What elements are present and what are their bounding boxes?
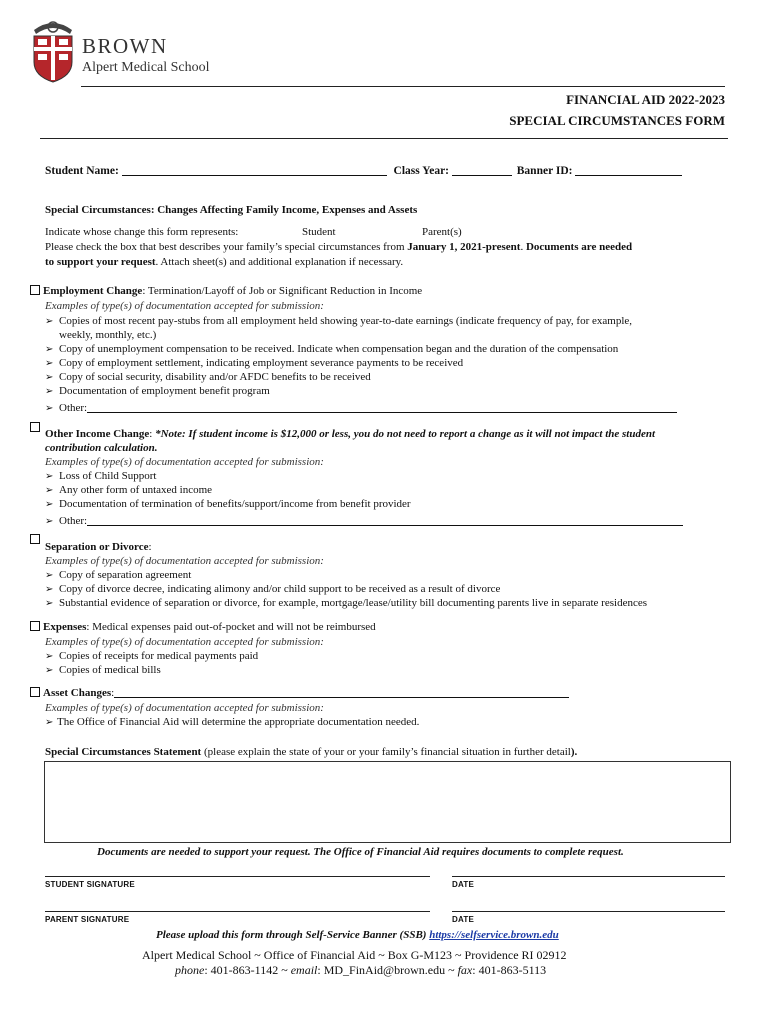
list-item-text: Copy of unemployment compensation to be received. Indicate when compensation began and the duration of the compensation bbox=[59, 343, 619, 355]
email-label: email bbox=[290, 963, 318, 977]
student-name-field[interactable] bbox=[122, 165, 387, 176]
list-item bbox=[45, 370, 371, 385]
student-info-row bbox=[45, 164, 682, 178]
parent-date-line[interactable] bbox=[452, 911, 725, 912]
list-item bbox=[45, 582, 500, 597]
other-income-title: Other Income Change bbox=[45, 428, 150, 440]
list-item-text: The Office of Financial Aid will determine the appropriate documentation needed. bbox=[57, 716, 420, 728]
separation-heading bbox=[45, 540, 152, 554]
student-name-label: Student Name: bbox=[45, 165, 119, 177]
assets-colon: : bbox=[111, 687, 115, 699]
list-item-text: Copies of medical bills bbox=[59, 664, 161, 676]
statement-end: ). bbox=[570, 746, 578, 758]
list-item-text: Copy of divorce decree, indicating alimony and/or child support to be received as a result of divorce bbox=[59, 583, 501, 595]
email-value[interactable]: : MD_FinAid@brown.edu ~ bbox=[317, 963, 458, 977]
list-item bbox=[45, 314, 632, 329]
assets-checkbox[interactable] bbox=[30, 687, 40, 697]
statement-heading bbox=[45, 745, 577, 759]
list-item-text: Copy of employment settlement, indicating employment severance payments to be received bbox=[59, 357, 464, 369]
arrow-bullet-icon: ➢ bbox=[45, 403, 54, 414]
separation-title: Separation or Divorce bbox=[45, 541, 149, 553]
arrow-bullet-icon: ➢ bbox=[45, 570, 54, 581]
student-signature-line[interactable] bbox=[45, 876, 430, 877]
other-label: Other: bbox=[59, 515, 88, 527]
employment-checkbox[interactable] bbox=[30, 285, 40, 295]
fax-label: fax bbox=[457, 963, 473, 977]
statement-textarea[interactable] bbox=[44, 761, 731, 843]
arrow-bullet-icon: ➢ bbox=[45, 651, 54, 662]
list-item-text: weekly, monthly, etc.) bbox=[59, 329, 157, 341]
employment-examples-label: Examples of type(s) of documentation accepted for submission: bbox=[45, 300, 324, 312]
list-item bbox=[45, 649, 258, 664]
list-item-text: Substantial evidence of separation or divorce, for example, mortgage/lease/utility bill documenting parents live in separate residences bbox=[59, 597, 647, 609]
phone-value: : 401-863-1142 ~ bbox=[204, 963, 291, 977]
brown-seal-logo bbox=[30, 14, 76, 84]
list-item-text: Loss of Child Support bbox=[59, 470, 157, 482]
list-item bbox=[45, 715, 419, 730]
list-item bbox=[45, 568, 191, 583]
arrow-bullet-icon: ➢ bbox=[45, 485, 54, 496]
other-income-other-field[interactable] bbox=[87, 515, 683, 526]
intro-heading: Special Circumstances: Changes Affecting Family Income, Expenses and Assets bbox=[45, 204, 418, 216]
school-name: Alpert Medical School bbox=[82, 60, 210, 75]
class-year-field[interactable] bbox=[452, 165, 512, 176]
instructions-text: Please check the box that best describes your family’s special circumstances from bbox=[45, 241, 408, 253]
list-item-text: Documentation of termination of benefits/support/income from benefit provider bbox=[59, 498, 411, 510]
footer-contact bbox=[175, 963, 546, 977]
upload-text: Please upload this form through Self-Service Banner (SSB) bbox=[156, 929, 430, 941]
employment-title: Employment Change bbox=[43, 285, 143, 297]
arrow-bullet-icon: ➢ bbox=[45, 471, 54, 482]
arrow-bullet-icon: ➢ bbox=[45, 717, 54, 728]
employment-desc: : Termination/Layoff of Job or Significant Reduction in Income bbox=[142, 285, 423, 297]
instructions-date: January 1, 2021-present bbox=[407, 241, 521, 253]
list-item-text: Copies of most recent pay-stubs from all employment held showing year-to-date earnings (indicate frequency of pay, for example, bbox=[59, 315, 633, 327]
section-assets bbox=[30, 686, 569, 700]
list-item bbox=[45, 384, 270, 399]
org-name: BROWN bbox=[82, 34, 168, 58]
employment-other bbox=[45, 401, 677, 416]
instructions-attach: . Attach sheet(s) and additional explanation if necessary. bbox=[155, 256, 404, 268]
header-divider bbox=[81, 86, 725, 87]
other-income-note: *Note: If student income is $12,000 or less, you do not need to report a change as it will not impact the student bbox=[155, 428, 656, 440]
arrow-bullet-icon: ➢ bbox=[45, 516, 54, 527]
other-income-examples-label: Examples of type(s) of documentation accepted for submission: bbox=[45, 456, 324, 468]
other-income-checkbox[interactable] bbox=[30, 422, 40, 432]
form-title: SPECIAL CIRCUMSTANCES FORM bbox=[509, 113, 725, 128]
list-item bbox=[45, 356, 463, 371]
other-income-colon: : bbox=[149, 428, 156, 440]
phone-label: phone bbox=[175, 963, 205, 977]
arrow-bullet-icon: ➢ bbox=[45, 358, 54, 369]
title-divider bbox=[40, 138, 728, 139]
separation-examples-label: Examples of type(s) of documentation accepted for submission: bbox=[45, 555, 324, 567]
expenses-checkbox[interactable] bbox=[30, 621, 40, 631]
section-other-income bbox=[30, 421, 43, 435]
list-item bbox=[45, 483, 212, 498]
student-date-label: DATE bbox=[452, 880, 474, 889]
list-item-text: Copy of separation agreement bbox=[59, 569, 192, 581]
instructions-line-1 bbox=[45, 240, 632, 254]
expenses-title: Expenses bbox=[43, 621, 87, 633]
upload-instructions bbox=[156, 928, 559, 942]
instructions-docs-needed: Documents are needed bbox=[525, 241, 633, 253]
arrow-bullet-icon: ➢ bbox=[45, 372, 54, 383]
instructions-line-2 bbox=[45, 255, 403, 269]
list-item-text: Copy of social security, disability and/or AFDC benefits to be received bbox=[59, 371, 371, 383]
arrow-bullet-icon: ➢ bbox=[45, 665, 54, 676]
banner-id-label: Banner ID: bbox=[516, 165, 573, 177]
instructions-punct: . bbox=[520, 241, 526, 253]
list-item bbox=[45, 469, 156, 484]
statement-desc: (please explain the state of your or your family’s financial situation in further detail bbox=[201, 746, 571, 758]
arrow-bullet-icon: ➢ bbox=[45, 499, 54, 510]
option-parents[interactable]: Parent(s) bbox=[422, 226, 462, 238]
other-label: Other: bbox=[59, 402, 88, 414]
list-item bbox=[45, 497, 411, 512]
banner-id-field[interactable] bbox=[575, 165, 682, 176]
statement-title: Special Circumstances Statement bbox=[45, 746, 202, 758]
arrow-bullet-icon: ➢ bbox=[45, 344, 54, 355]
list-item bbox=[45, 663, 161, 678]
separation-checkbox[interactable] bbox=[30, 534, 40, 544]
list-item bbox=[45, 342, 618, 357]
parent-signature-label: PARENT SIGNATURE bbox=[45, 915, 130, 924]
other-income-other bbox=[45, 514, 683, 529]
section-employment bbox=[30, 284, 422, 298]
option-student[interactable]: Student bbox=[302, 226, 336, 238]
arrow-bullet-icon: ➢ bbox=[45, 386, 54, 397]
class-year-label: Class Year: bbox=[393, 165, 450, 177]
arrow-bullet-icon: ➢ bbox=[45, 584, 54, 595]
arrow-bullet-icon: ➢ bbox=[45, 598, 54, 609]
employment-other-field[interactable] bbox=[87, 402, 677, 413]
student-signature-label: STUDENT SIGNATURE bbox=[45, 880, 135, 889]
indicate-label: Indicate whose change this form represents: bbox=[45, 226, 239, 238]
form-title-year: FINANCIAL AID 2022-2023 bbox=[566, 92, 725, 107]
list-item bbox=[45, 596, 647, 611]
list-item-text: Copies of receipts for medical payments paid bbox=[59, 650, 259, 662]
assets-title: Asset Changes bbox=[43, 687, 112, 699]
documents-note: Documents are needed to support your request. The Office of Financial Aid requires documents to complete request. bbox=[97, 846, 624, 858]
assets-field[interactable] bbox=[114, 687, 569, 698]
section-expenses bbox=[30, 620, 376, 634]
arrow-bullet-icon: ➢ bbox=[45, 316, 54, 327]
section-separation bbox=[30, 533, 43, 547]
expenses-examples-label: Examples of type(s) of documentation accepted for submission: bbox=[45, 636, 324, 648]
list-item bbox=[59, 328, 156, 342]
other-income-heading bbox=[45, 427, 655, 441]
other-income-note-cont: contribution calculation. bbox=[45, 442, 158, 454]
student-date-line[interactable] bbox=[452, 876, 725, 877]
list-item-text: Any other form of untaxed income bbox=[59, 484, 213, 496]
assets-examples-label: Examples of type(s) of documentation accepted for submission: bbox=[45, 702, 324, 714]
footer-address: Alpert Medical School ~ Office of Financial Aid ~ Box G-M123 ~ Providence RI 02912 bbox=[142, 948, 567, 962]
expenses-desc: : Medical expenses paid out-of-pocket and will not be reimbursed bbox=[86, 621, 376, 633]
fax-value: : 401-863-5113 bbox=[472, 963, 547, 977]
parent-signature-line[interactable] bbox=[45, 911, 430, 912]
selfservice-link[interactable]: https://selfservice.brown.edu bbox=[429, 929, 559, 941]
instructions-support: to support your request bbox=[45, 256, 156, 268]
parent-date-label: DATE bbox=[452, 915, 474, 924]
list-item-text: Documentation of employment benefit program bbox=[59, 385, 270, 397]
separation-colon: : bbox=[148, 541, 152, 553]
